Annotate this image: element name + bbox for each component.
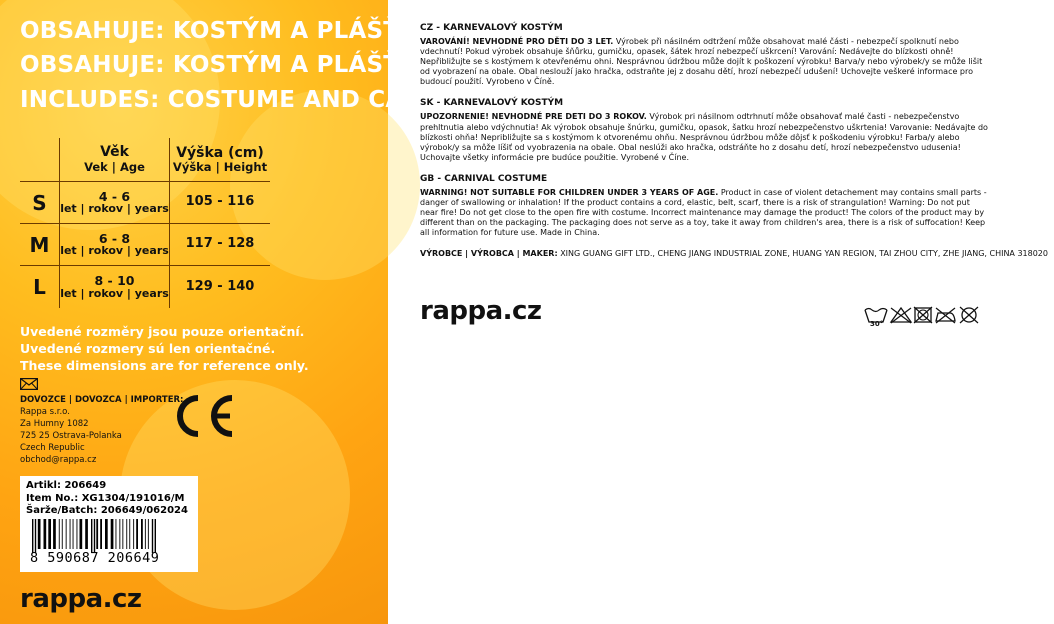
barcode-bar xyxy=(48,519,51,549)
ce-mark-icon xyxy=(170,392,236,440)
dimension-note-en: These dimensions are for reference only. xyxy=(20,358,309,373)
height-subheader: Výška | Height xyxy=(172,159,268,174)
section-body xyxy=(420,112,990,162)
dimension-notes xyxy=(20,323,309,374)
dimension-note-cz: Uvedené rozměry jsou pouze orientační. xyxy=(20,324,305,339)
section-warning: WARNING! NOT SUITABLE FOR CHILDREN UNDER 3 YEARS OF AGE. xyxy=(420,187,719,197)
importer-line: Rappa s.r.o. xyxy=(20,407,70,417)
table-row xyxy=(20,224,270,266)
barcode-bar xyxy=(62,519,63,549)
age-range: 8 - 10 xyxy=(94,273,135,289)
section-text: Product in case of violent detachement may contains small parts - danger of swallowing or inhalation! If the product contains a cord, elastic, belt, scarf, there is a risk of strangulation! Warning: Do not put near fire! Do not get close to the open fire with costume. Incorrect maintenance may damage the product! The colors of the product may by different than on the packaging. The packaging does not serve as a toy, take it away from children's area, there is a risk of suffocation! Keep all information for future use. Made in China. xyxy=(420,187,987,238)
height-cell xyxy=(170,182,270,223)
barcode-bar xyxy=(66,519,67,549)
size-header-cell xyxy=(20,138,60,181)
importer-info xyxy=(20,394,183,466)
barcode-bar xyxy=(155,519,156,553)
section-title: CZ - KARNEVALOVÝ KOSTÝM xyxy=(420,23,563,33)
no-tumble-dry-icon xyxy=(914,307,932,323)
height-cell xyxy=(170,224,270,265)
barcode-bar xyxy=(70,519,71,549)
size-label: L xyxy=(20,266,60,308)
barcode-bar xyxy=(136,519,138,549)
barcode-bar xyxy=(91,519,92,553)
article-number: Artikl: 206649 xyxy=(26,480,107,491)
dimension-note-sk: Uvedené rozmery sú len orientačné. xyxy=(20,341,276,356)
section-body xyxy=(420,188,990,238)
barcode-number: 8 590687 206649 xyxy=(30,550,160,566)
age-cell xyxy=(60,266,170,308)
barcode-bar xyxy=(116,519,117,549)
headline-en: INCLUDES: COSTUME AND CAPE xyxy=(20,87,437,113)
barcode-bar xyxy=(85,519,88,549)
age-header-cell xyxy=(60,138,170,181)
barcode-bar xyxy=(35,519,36,553)
age-cell xyxy=(60,224,170,265)
headline-sk: OBSAHUJE: KOSTÝM A PLÁŠŤ xyxy=(20,52,400,78)
age-range: 6 - 8 xyxy=(98,230,131,246)
barcode-bar xyxy=(32,519,33,553)
height-cell xyxy=(170,266,270,308)
barcode-bar xyxy=(53,519,56,549)
barcode-bar xyxy=(77,519,78,549)
age-range: 4 - 6 xyxy=(98,188,131,204)
section-cz xyxy=(420,22,1050,87)
section-text: Výrobok pri násilnom odtrhnutí môže obsahovať malé časti - nebezpečenstvo prehltnutia alebo vdýchnutia! Ak výrobok obsahuje šnúrku, gumičku, opasok, šatku hrozí nebezpečenstvo uškrtenia! Varovanie: Nedávajte do blízkosti ohňa! Nepribližujte sa s kostýmom k otvorenému ohňu. Nesprávnou údržbou môže dôjsť k poškodeniu výrobku! Farba/y alebo výrobok/y sa môže líšiť od vyobrazenia na obale. Obal neslúži ako hračka, odstráňte ho z dosahu detí, hrozí nebezpečenstvo udusenia! Uchovajte všetky informácie pre budúce použitie. Vyrobené v Číne. xyxy=(420,112,988,162)
barcode-bar xyxy=(44,519,47,549)
size-table xyxy=(20,138,270,308)
maker-label: VÝROBCE | VÝROBCA | MAKER: xyxy=(420,249,558,259)
barcode xyxy=(28,519,192,553)
size-label: M xyxy=(20,224,60,265)
barcode-bar xyxy=(126,519,127,549)
barcode-bar xyxy=(133,519,134,549)
table-row xyxy=(20,182,270,224)
barcode-bar xyxy=(152,519,153,553)
barcode-bar xyxy=(96,519,98,549)
batch-number: Šarže/Batch: 206649/062024 xyxy=(26,505,188,516)
barcode-bar xyxy=(80,519,83,549)
section-warning: UPOZORNENIE! NEVHODNÉ PRE DETI DO 3 ROKOV. xyxy=(420,112,647,122)
table-row xyxy=(20,266,270,308)
no-dry-clean-icon xyxy=(960,307,978,323)
barcode-bar xyxy=(73,519,74,549)
wash-temperature: 30° xyxy=(870,320,884,328)
section-body xyxy=(420,37,990,87)
barcode-bar xyxy=(59,519,60,549)
product-label xyxy=(20,476,198,572)
age-unit: let | rokov | years xyxy=(60,244,169,258)
rappa-logo-right: rappa.cz xyxy=(420,296,542,326)
section-warning: VAROVÁNÍ! NEVHODNÉ PRO DĚTI DO 3 LET. xyxy=(420,37,614,46)
barcode-bar xyxy=(141,519,143,549)
rappa-logo: rappa.cz xyxy=(20,584,142,614)
barcode-bar xyxy=(145,519,146,549)
barcode-bar xyxy=(105,519,108,549)
barcode-bar xyxy=(38,519,41,549)
age-unit: let | rokov | years xyxy=(60,286,169,300)
height-range: 129 - 140 xyxy=(185,278,255,294)
age-subheader: Vek | Age xyxy=(84,159,145,174)
importer-email: obchod@rappa.cz xyxy=(20,455,97,465)
height-range: 105 - 116 xyxy=(185,194,255,210)
importer-line: Czech Republic xyxy=(20,443,85,453)
barcode-bar xyxy=(122,519,123,549)
no-iron-icon xyxy=(936,308,955,323)
section-gb xyxy=(420,173,1050,238)
maker-info xyxy=(420,248,1050,259)
barcode-bar xyxy=(129,519,130,549)
age-unit: let | rokov | years xyxy=(60,202,169,216)
importer-line: 725 25 Ostrava-Polanka xyxy=(20,431,122,441)
safety-text-area xyxy=(420,22,1050,259)
importer-line: Za Humny 1082 xyxy=(20,419,89,429)
section-title: SK - KARNEVALOVÝ KOSTÝM xyxy=(420,98,564,109)
barcode-bar xyxy=(111,519,114,549)
headline-cz: OBSAHUJE: KOSTÝM A PLÁŠŤ xyxy=(20,18,400,44)
height-range: 117 - 128 xyxy=(185,236,255,252)
barcode-bar xyxy=(148,519,149,549)
section-sk xyxy=(420,97,1050,162)
maker-address: XING GUANG GIFT LTD., CHENG JIANG INDUSTRIAL ZONE, HUANG YAN REGION, TAI ZHOU CITY, ZHE JIANG, CHINA 318020 xyxy=(557,249,1048,259)
no-bleach-icon xyxy=(891,308,911,323)
barcode-bar xyxy=(100,519,102,549)
barcode-bar xyxy=(119,519,120,549)
age-header: Věk xyxy=(100,144,129,161)
section-title: GB - CARNIVAL COSTUME xyxy=(420,173,548,184)
barcode-bar xyxy=(94,519,95,553)
size-label: S xyxy=(20,182,60,223)
left-orange-panel xyxy=(0,0,437,624)
age-cell xyxy=(60,182,170,223)
height-header-cell xyxy=(170,138,270,181)
size-table-header xyxy=(20,138,270,182)
envelope-icon xyxy=(20,378,38,390)
height-header: Výška (cm) xyxy=(176,144,264,161)
importer-label: DOVOZCE | DOVOZCA | IMPORTER: xyxy=(20,395,184,405)
item-number: Item No.: XG1304/191016/M xyxy=(26,492,185,504)
section-text: Výrobek při násilném odtržení může obsahovat malé části - nebezpečí spolknutí nebo vdechnutí! Pokud výrobek obsahuje šňůrku, gumičku, opasek, šátek hrozí nebezpečí uškrcení! Varování: Nedávejte do blízkosti ohně! Nepřibližujte se s kostýmem k otevřenému ohni. Nesprávnou údržbou může dojít k poškození výrobku! Barva/y nebo výrobek/y se může lišit od vyobrazení na obale. Obal neslouží jako hračka, odstraňte jej z dosahu dětí, hrozí nebezpečí udušení! Uchovejte veškeré informace pro budoucí použití. Vyrobeno v Číně. xyxy=(420,37,983,87)
